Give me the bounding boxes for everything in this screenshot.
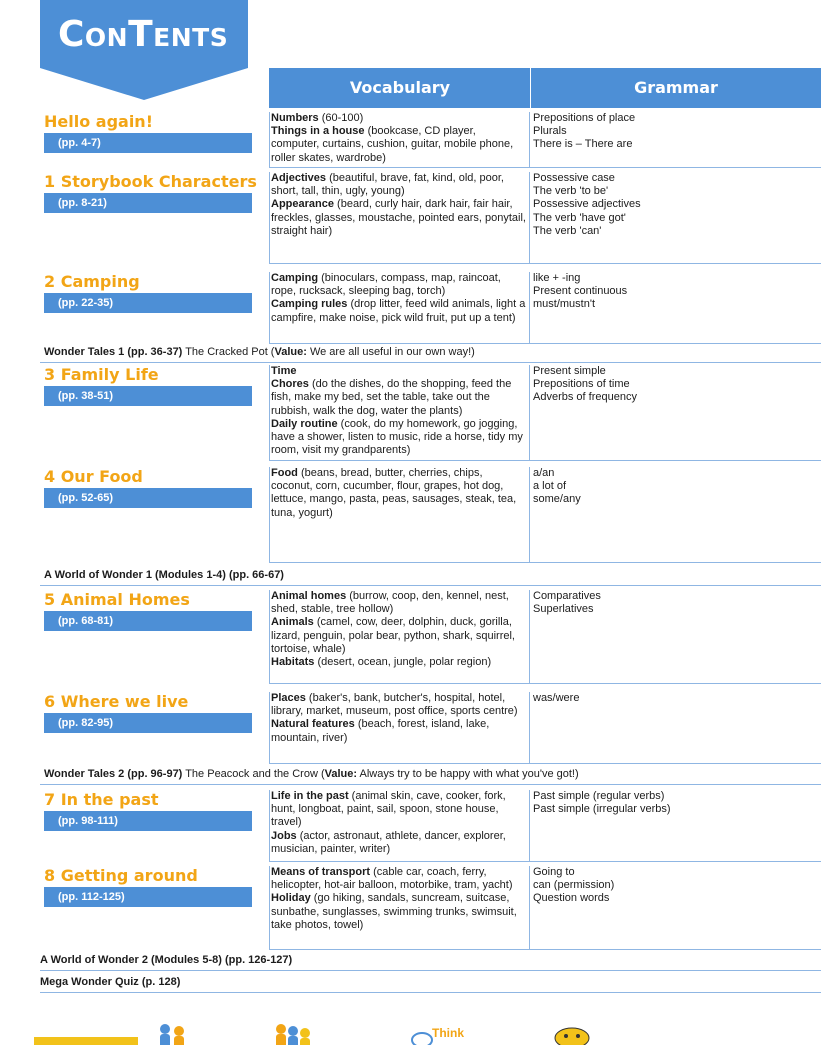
value-icon xyxy=(552,1022,592,1045)
grammar-entry: The verb 'have got' xyxy=(533,211,626,224)
grammar-entry: Present simple xyxy=(533,365,606,377)
module-name: 3 Family Life xyxy=(44,365,159,384)
vocabulary-text: (cable car, coach, ferry, helicopter, hot-air balloon, motorbike, tram, yacht) xyxy=(271,866,513,892)
module-row xyxy=(0,272,821,344)
vocabulary-text: (drop litter, feed wild animals, light a campfire, make noise, pick wild fruit, put up a tent) xyxy=(271,298,526,324)
module-row xyxy=(0,172,821,264)
module-name: 8 Getting around xyxy=(44,866,198,885)
row-line xyxy=(269,460,821,461)
vocabulary-text: (burrow, coop, den, kennel, nest, shed, stable, tree hollow) xyxy=(271,590,509,616)
grammar-cell xyxy=(533,172,803,238)
vocabulary-keyword: Animals xyxy=(271,616,314,629)
world-of-wonder-2 xyxy=(40,954,292,966)
column-header-bar xyxy=(269,68,821,108)
vocabulary-text: (camel, cow, deer, dolphin, duck, gorilla, lizard, penguin, polar bear, python, shark, squirrel, tortoise, whale) xyxy=(271,616,515,655)
grammar-entry: Prepositions of place xyxy=(533,112,636,124)
grammar-cell xyxy=(533,692,803,705)
wonder-tales-2-story: The Peacock and the Crow ( xyxy=(182,768,325,780)
grammar-entry: Prepositions of time xyxy=(533,378,630,391)
wonder-tales-1-label: Wonder Tales 1 (pp. 36-37) xyxy=(44,346,183,358)
grammar-cell xyxy=(533,590,803,616)
wonder-tales-2-value-label: Value: xyxy=(324,768,358,780)
vocabulary-text: (beach, forest, island, lake, mountain, river) xyxy=(271,718,490,744)
module-name: 1 Storybook Characters xyxy=(44,172,257,191)
wonder-tales-2-label: Wonder Tales 2 (pp. 96-97) xyxy=(44,768,183,780)
vocabulary-keyword: Animal homes xyxy=(271,590,347,602)
vocabulary-entry xyxy=(271,892,527,932)
vocabulary-text: (binoculars, compass, map, raincoat, rope, rucksack, sleeping bag, torch) xyxy=(271,272,501,298)
wonder-tales-1-value-label: Value: xyxy=(274,346,307,358)
column-line xyxy=(269,365,270,461)
vocabulary-keyword: Appearance xyxy=(271,198,334,211)
mega-quiz xyxy=(40,976,180,988)
wonder-tales-1-story: The Cracked Pot ( xyxy=(182,346,275,358)
module-row xyxy=(0,692,821,764)
grammar-cell xyxy=(533,365,803,405)
vocabulary-keyword: Things in a house xyxy=(271,125,365,138)
vocabulary-keyword: Places xyxy=(271,692,306,704)
column-line xyxy=(529,866,530,950)
vocabulary-entry xyxy=(271,298,527,324)
vocabulary-cell xyxy=(271,590,527,669)
module-pages: (pp. 98-111) xyxy=(44,811,252,831)
vocabulary-cell xyxy=(271,365,527,457)
separator-line xyxy=(40,585,821,586)
grammar-entry: can (permission) xyxy=(533,879,615,892)
vocabulary-keyword: Adjectives xyxy=(271,172,327,184)
row-line xyxy=(269,263,821,264)
module-row xyxy=(0,365,821,461)
vocabulary-cell xyxy=(271,467,527,520)
grammar-cell xyxy=(533,112,803,152)
grammar-entry: Present continuous xyxy=(533,285,628,298)
world-of-wonder-1 xyxy=(44,569,284,581)
module-pages: (pp. 38-51) xyxy=(44,386,252,406)
vocabulary-keyword: Time xyxy=(271,365,297,377)
vocabulary-entry xyxy=(271,172,527,198)
think-label: Think xyxy=(432,1026,464,1040)
vocabulary-keyword: Natural features xyxy=(271,718,355,731)
module-row xyxy=(0,467,821,563)
vocabulary-entry xyxy=(271,378,527,418)
wonder-tales-2 xyxy=(44,768,579,780)
module-name: 6 Where we live xyxy=(44,692,189,711)
vocabulary-cell xyxy=(271,112,527,165)
column-line xyxy=(529,272,530,344)
vocabulary-text: (beans, bread, butter, cherries, chips, coconut, corn, cucumber, flour, grapes, hot dog, lettuce, mango, pasta, peas, sausages, steak, tea, tuna, yogurt) xyxy=(271,467,517,519)
vocabulary-keyword: Life in the past xyxy=(271,790,349,802)
grammar-entry: some/any xyxy=(533,493,581,506)
vocabulary-keyword: Numbers xyxy=(271,112,319,124)
row-line xyxy=(269,763,821,764)
module-row xyxy=(0,112,821,168)
vocabulary-keyword: Holiday xyxy=(271,892,311,905)
module-pages: (pp. 4-7) xyxy=(44,133,252,153)
module-pages: (pp. 8-21) xyxy=(44,193,252,213)
vocabulary-text: (animal skin, cave, cooker, fork, hunt, longboat, paint, sail, spoon, stone house, travel) xyxy=(271,790,506,829)
vocabulary-text: (beautiful, brave, fat, kind, old, poor, short, tall, thin, ugly, young) xyxy=(271,172,504,198)
grammar-entry: a/an xyxy=(533,467,555,479)
column-line xyxy=(529,692,530,764)
vocabulary-text: (cook, do my homework, go jogging, have a shower, listen to music, ride a horse, tidy my room, visit my grandparents) xyxy=(271,417,523,457)
module-pages: (pp. 68-81) xyxy=(44,611,252,631)
vocabulary-cell xyxy=(271,272,527,325)
module-name: 2 Camping xyxy=(44,272,140,291)
vocabulary-entry xyxy=(271,656,527,669)
module-name: 7 In the past xyxy=(44,790,159,809)
vocabulary-entry xyxy=(271,467,527,520)
wonder-tales-1-value-text: We are all useful in our own way!) xyxy=(306,346,475,358)
module-row xyxy=(0,790,821,862)
vocabulary-entry xyxy=(271,198,527,238)
module-name: 5 Animal Homes xyxy=(44,590,190,609)
vocabulary-entry xyxy=(271,125,527,165)
column-line xyxy=(529,790,530,862)
row-line xyxy=(269,167,821,168)
grammar-cell xyxy=(533,467,803,507)
vocabulary-entry xyxy=(271,866,527,892)
vocabulary-keyword: Habitats xyxy=(271,656,315,669)
separator-line xyxy=(40,992,821,993)
world-of-wonder-1-label: A World of Wonder 1 (Modules 1-4) (pp. 66-67) xyxy=(44,569,284,581)
module-pages: (pp. 82-95) xyxy=(44,713,252,733)
vocabulary-keyword: Means of transport xyxy=(271,866,371,878)
grammar-cell xyxy=(533,866,803,906)
column-line xyxy=(269,467,270,563)
separator-line xyxy=(40,784,821,785)
row-line xyxy=(269,562,821,563)
column-line xyxy=(269,790,270,862)
grammar-entry: like + -ing xyxy=(533,272,581,284)
column-line xyxy=(269,866,270,950)
grammar-entry: The verb 'can' xyxy=(533,224,602,237)
vocabulary-entry xyxy=(271,365,527,378)
column-line xyxy=(529,365,530,461)
vocabulary-keyword: Jobs xyxy=(271,829,297,842)
vocabulary-text: (60-100) xyxy=(318,112,364,124)
module-name: 4 Our Food xyxy=(44,467,143,486)
grammar-entry: must/mustn't xyxy=(533,298,596,311)
vocabulary-entry xyxy=(271,590,527,616)
row-line xyxy=(269,343,821,344)
grammar-entry: Comparatives xyxy=(533,590,601,602)
grammar-entry: Question words xyxy=(533,892,610,905)
column-line xyxy=(529,467,530,563)
page-title: ConTents xyxy=(58,14,229,55)
grammar-entry: There is – There are xyxy=(533,138,633,151)
vocabulary-keyword: Daily routine xyxy=(271,417,338,430)
row-line xyxy=(269,683,821,684)
module-pages: (pp. 22-35) xyxy=(44,293,252,313)
vocabulary-entry xyxy=(271,692,527,718)
grammar-entry: a lot of xyxy=(533,480,567,493)
vocabulary-keyword: Camping rules xyxy=(271,298,348,311)
vocabulary-text: (beard, curly hair, dark hair, fair hair, freckles, glasses, moustache, pointed ears, ponytail, straight hair) xyxy=(271,198,526,237)
vocabulary-entry xyxy=(271,418,527,458)
key-to-symbols-bar xyxy=(34,1037,138,1045)
grammar-entry: Possessive adjectives xyxy=(533,198,641,211)
column-line xyxy=(529,590,530,684)
column-line xyxy=(269,692,270,764)
grammar-entry: Past simple (regular verbs) xyxy=(533,790,665,802)
vocabulary-keyword: Camping xyxy=(271,272,319,284)
module-row xyxy=(0,590,821,684)
vocabulary-text: (go hiking, sandals, suncream, suitcase, sunbathe, sunglasses, swimming trunks, swimsuit, take photos, towel) xyxy=(271,892,517,931)
vocabulary-entry xyxy=(271,616,527,656)
module-pages: (pp. 112-125) xyxy=(44,887,252,907)
column-line xyxy=(269,172,270,264)
module-row xyxy=(0,866,821,950)
vocabulary-text: (do the dishes, do the shopping, feed the fish, make my bed, set the table, take out the rubbish, walk the dog, water the plants) xyxy=(271,378,512,417)
grammar-entry: Going to xyxy=(533,866,575,878)
column-line xyxy=(269,272,270,344)
grammar-entry: was/were xyxy=(533,692,580,704)
mega-quiz-label: Mega Wonder Quiz (p. 128) xyxy=(40,976,181,988)
vocabulary-entry xyxy=(271,830,527,856)
vocabulary-text: (desert, ocean, jungle, polar region) xyxy=(314,656,492,669)
group-work-icon xyxy=(272,1022,316,1045)
world-of-wonder-2-label: A World of Wonder 2 (Modules 5-8) (pp. 126-127) xyxy=(40,954,293,966)
vocabulary-keyword: Food xyxy=(271,467,298,479)
wonder-tales-1 xyxy=(44,346,475,358)
grammar-cell xyxy=(533,272,803,312)
vocabulary-entry xyxy=(271,790,527,830)
grammar-cell xyxy=(533,790,803,816)
module-pages: (pp. 52-65) xyxy=(44,488,252,508)
grammar-entry: Plurals xyxy=(533,125,567,138)
vocabulary-text: (baker's, bank, butcher's, hospital, hotel, library, market, museum, post office, sports centre) xyxy=(271,692,518,718)
vocabulary-cell xyxy=(271,172,527,238)
vocabulary-entry xyxy=(271,112,527,125)
wonder-tales-2-value-text: Always try to be happy with what you've got!) xyxy=(357,768,579,780)
column-line xyxy=(269,590,270,684)
vocabulary-keyword: Chores xyxy=(271,378,309,391)
grammar-entry: Superlatives xyxy=(533,603,594,616)
module-name: Hello again! xyxy=(44,112,153,131)
column-line xyxy=(529,172,530,264)
grammar-header: Grammar xyxy=(634,78,718,97)
row-line xyxy=(269,861,821,862)
column-line xyxy=(269,112,270,168)
vocabulary-header: Vocabulary xyxy=(349,78,451,97)
pair-work-icon xyxy=(156,1022,190,1045)
vocabulary-text: (bookcase, CD player, computer, curtains, cushion, guitar, mobile phone, roller skates, wardrobe) xyxy=(271,125,514,164)
separator-line xyxy=(40,362,821,363)
thinking-skills-icon xyxy=(410,1030,434,1045)
grammar-entry: Adverbs of frequency xyxy=(533,391,637,404)
vocabulary-entry xyxy=(271,718,527,744)
row-line xyxy=(269,949,821,950)
grammar-entry: Past simple (irregular verbs) xyxy=(533,803,671,816)
vocabulary-text: (actor, astronaut, athlete, dancer, explorer, musician, painter, writer) xyxy=(271,829,506,855)
grammar-entry: The verb 'to be' xyxy=(533,185,609,198)
vocabulary-entry xyxy=(271,272,527,298)
vocabulary-cell xyxy=(271,866,527,932)
column-line xyxy=(529,112,530,168)
vocabulary-cell xyxy=(271,790,527,856)
grammar-entry: Possessive case xyxy=(533,172,615,184)
vocabulary-cell xyxy=(271,692,527,745)
separator-line xyxy=(40,970,821,971)
